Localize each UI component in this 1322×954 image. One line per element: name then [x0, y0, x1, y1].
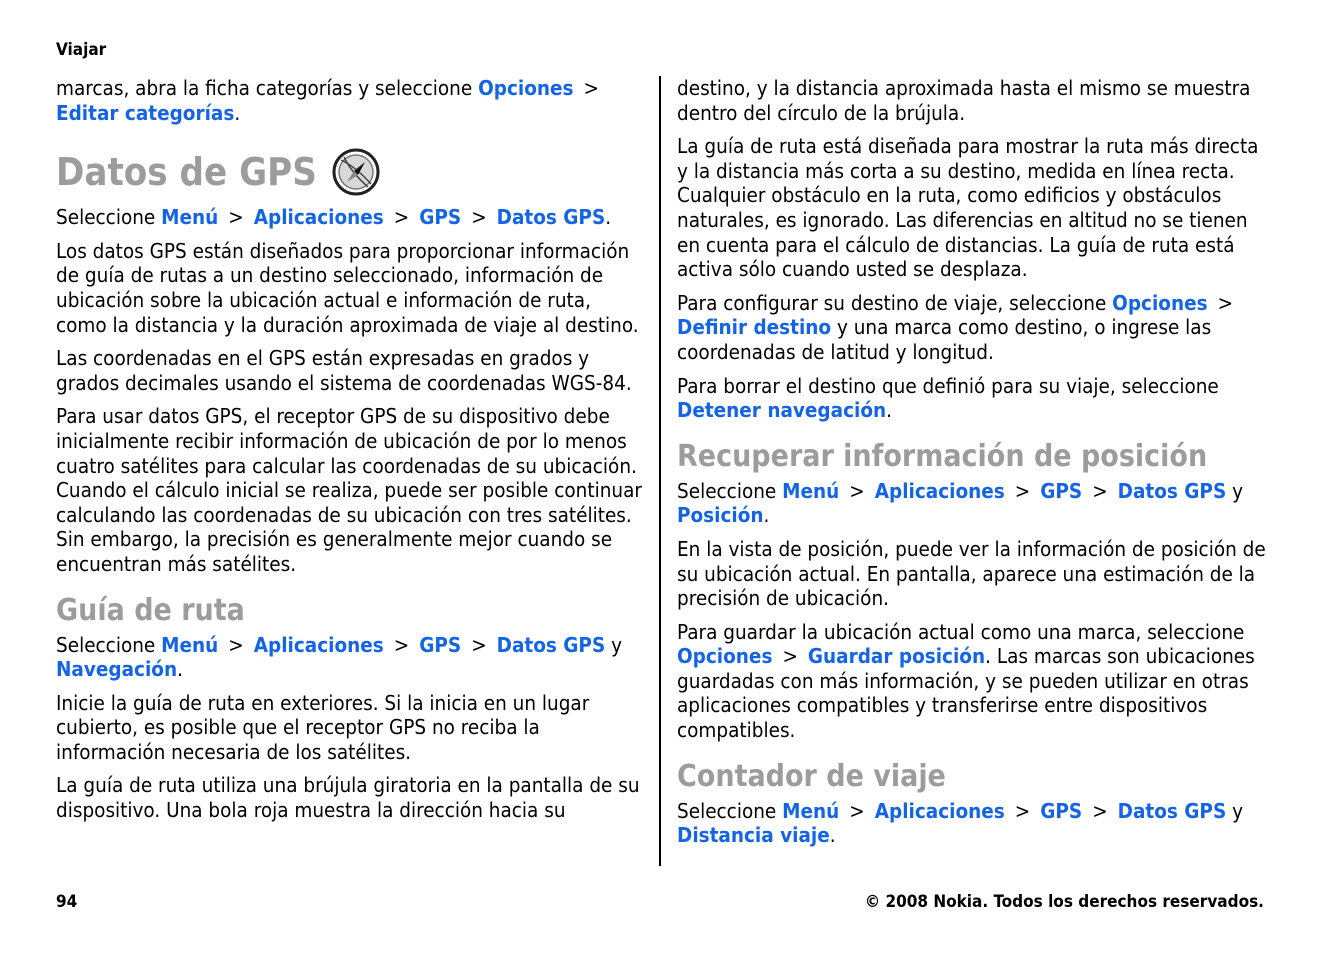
link-opciones[interactable]: Opciones: [677, 644, 773, 669]
paragraph: En la vista de posición, puede ver la información de posición de su ubicación actual. En pantalla, aparece una estimación de la precisión de ubicación.: [677, 536, 1266, 611]
paragraph: La guía de ruta utiliza una brújula giratoria en la pantalla de su dispositivo. Una bola roja muestra la dirección hacia su: [56, 773, 640, 823]
link-datos-gps[interactable]: Datos GPS: [1117, 478, 1227, 503]
left-column: [56, 76, 646, 832]
link-guardar-posicion[interactable]: Guardar posición: [807, 644, 986, 669]
paragraph: La guía de ruta está diseñada para mostrar la ruta más directa y la distancia más corta a su destino, medida en línea recta. Cualquier obstáculo en la ruta, como edificios y obstáculos naturales, es ignorado. Las diferencias en altitud no se tienen en cuenta para el cálculo de distancias. La guía de ruta está activa sólo cuando usted se desplaza.: [677, 134, 1259, 282]
link-gps[interactable]: GPS: [419, 205, 462, 230]
paragraph: Las coordenadas en el GPS están expresadas en grados y grados decimales usando el sistema de coordenadas WGS-84.: [56, 346, 632, 395]
link-gps[interactable]: GPS: [1040, 798, 1083, 823]
link-opciones[interactable]: Opciones: [1112, 290, 1208, 315]
heading-recuperar-posicion: Recuperar información de posición: [677, 438, 1208, 474]
link-gps[interactable]: GPS: [1040, 478, 1083, 503]
nav-path-navegacion: Seleccione Menú > Aplicaciones > GPS > Datos GPS y Navegación.: [56, 632, 623, 682]
link-gps[interactable]: GPS: [419, 632, 462, 657]
intro-paragraph: marcas, abra la ficha categorías y seleccione Opciones >Editar categorías.: [56, 76, 599, 125]
link-aplicaciones[interactable]: Aplicaciones: [253, 205, 384, 230]
paragraph: Para usar datos GPS, el receptor GPS de su dispositivo debe inicialmente recibir información de ubicación de por lo menos cuatro satélites para calcular las coordenadas de su ubicación. Cuando el cálculo inicial se realiza, puede ser posible continuar calculando las coordenadas de su ubicación con tres satélites. Sin embargo, la precisión es generalmente mejor cuando se encuentran más satélites.: [56, 404, 642, 576]
nav-path-posicion: Seleccione Menú > Aplicaciones > GPS > Datos GPS y Posición.: [677, 478, 1244, 528]
link-definir-destino[interactable]: Definir destino: [677, 315, 832, 340]
link-menu[interactable]: Menú: [782, 478, 840, 503]
page-title: Datos de GPS: [56, 145, 646, 199]
link-datos-gps[interactable]: Datos GPS: [1117, 798, 1227, 823]
section-header: Viajar: [56, 40, 107, 60]
link-navegacion[interactable]: Navegación: [56, 657, 178, 682]
column-divider: [659, 76, 661, 866]
paragraph-detener-navegacion: Para borrar el destino que definió para su viaje, seleccione Detener navegación.: [677, 373, 1219, 423]
link-posicion[interactable]: Posición: [677, 503, 764, 528]
link-aplicaciones[interactable]: Aplicaciones: [874, 478, 1005, 503]
right-column: [677, 76, 1267, 857]
link-datos-gps[interactable]: Datos GPS: [496, 632, 606, 657]
paragraph: Inicie la guía de ruta en exteriores. Si la inicia en un lugar cubierto, es posible que el receptor GPS no reciba la información necesaria de los satélites.: [56, 690, 590, 764]
nav-path-distancia-viaje: Seleccione Menú > Aplicaciones > GPS > Datos GPS y Distancia viaje.: [677, 798, 1244, 848]
paragraph: destino, y la distancia aproximada hasta el mismo se muestra dentro del círculo de la brújula.: [677, 76, 1251, 125]
link-opciones[interactable]: Opciones: [478, 76, 574, 100]
copyright: © 2008 Nokia. Todos los derechos reservados.: [864, 892, 1264, 912]
link-aplicaciones[interactable]: Aplicaciones: [253, 632, 384, 657]
link-detener-navegacion[interactable]: Detener navegación: [677, 398, 887, 423]
paragraph-guardar-posicion: Para guardar la ubicación actual como una marca, seleccione Opciones > Guardar posición. Las marcas son ubicaciones guardadas con más información, y se pueden utilizar en otras aplicaciones compatibles y transferirse entre dispositivos compatibles.: [677, 619, 1255, 743]
heading-contador-de-viaje: Contador de viaje: [677, 758, 946, 794]
link-editar-categorias[interactable]: Editar categorías: [56, 100, 235, 125]
heading-guia-de-ruta: Guía de ruta: [56, 592, 245, 628]
paragraph: Los datos GPS están diseñados para proporcionar información de guía de rutas a un destino seleccionado, información de ubicación sobre la ubicación actual e información de ruta, como la distancia y la duración aproximada de viaje al destino.: [56, 238, 639, 337]
page-number: 94: [56, 892, 78, 912]
link-menu[interactable]: Menú: [782, 798, 840, 823]
nav-path-datos-gps: Seleccione Menú > Aplicaciones > GPS > Datos GPS.: [56, 205, 612, 230]
link-menu[interactable]: Menú: [161, 205, 219, 230]
link-aplicaciones[interactable]: Aplicaciones: [874, 798, 1005, 823]
link-distancia-viaje[interactable]: Distancia viaje: [677, 823, 830, 848]
link-datos-gps[interactable]: Datos GPS: [496, 205, 606, 230]
compass-icon: [331, 147, 381, 197]
link-menu[interactable]: Menú: [161, 632, 219, 657]
paragraph-definir-destino: Para configurar su destino de viaje, seleccione Opciones >Definir destino y una marca como destino, o ingrese las coordenadas de latitud y longitud.: [677, 290, 1234, 364]
